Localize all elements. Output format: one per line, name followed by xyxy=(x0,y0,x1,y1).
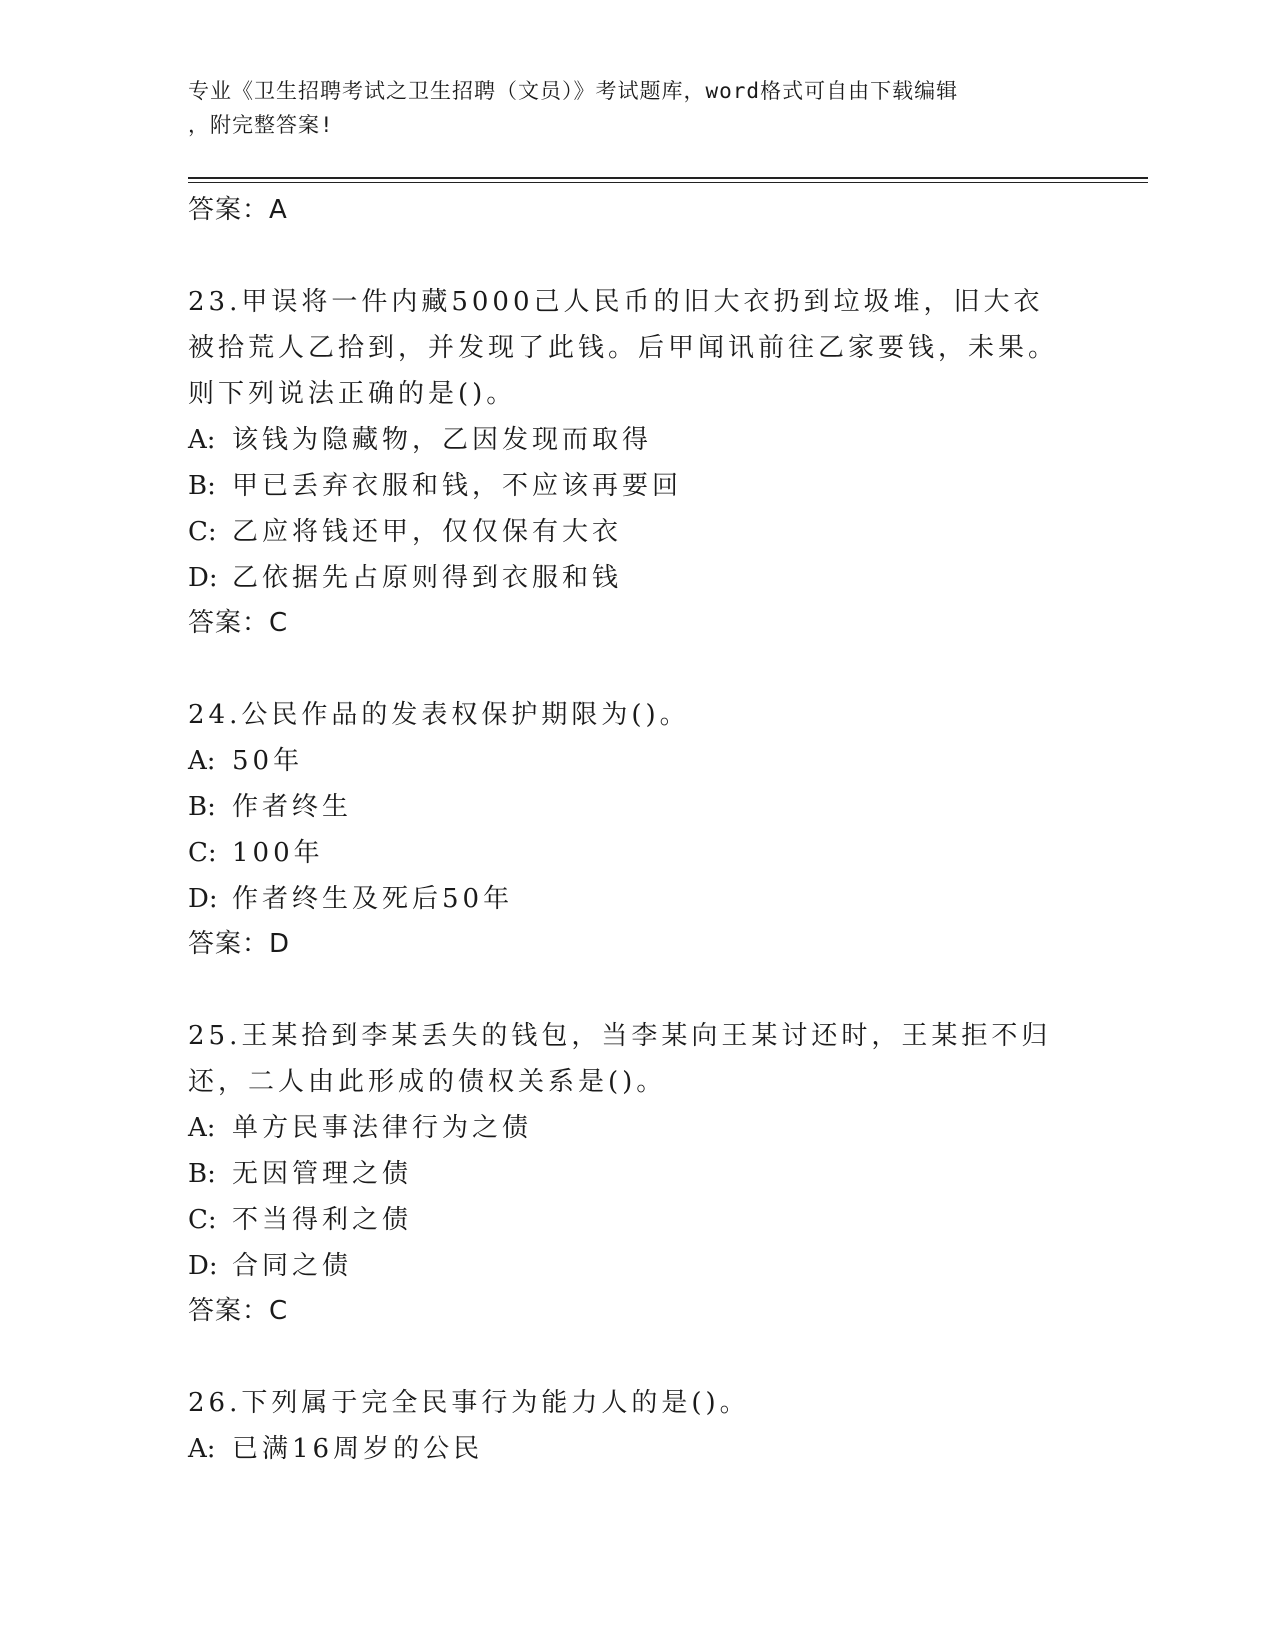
question-24 xyxy=(188,692,1148,966)
option-text: 50年 xyxy=(232,746,304,776)
question-25 xyxy=(188,1013,1148,1333)
header-divider-thin xyxy=(188,182,1148,183)
option-text: 单方民事法律行为之债 xyxy=(232,1113,533,1143)
question-stem: 23.甲误将一件内藏5000己人民币的旧大衣扔到垃圾堆，旧大衣被拾荒人乙拾到，并发现了此钱。后甲闻讯前往乙家要钱，未果。则下列说法正确的是()。 xyxy=(188,287,1059,409)
option-text: 无因管理之债 xyxy=(232,1159,413,1189)
option-text: 乙应将钱还甲，仅仅保有大衣 xyxy=(232,517,623,547)
option-key: C: xyxy=(188,838,217,868)
option-b xyxy=(188,784,1148,830)
option-a xyxy=(188,1426,1148,1472)
answer-line: 答案：C xyxy=(188,1296,289,1326)
option-text: 甲已丢弃衣服和钱，不应该再要回 xyxy=(232,471,683,501)
option-key: A: xyxy=(188,1434,216,1464)
question-stem: 24.公民作品的发表权保护期限为()。 xyxy=(188,700,690,730)
header-line-2: ，附完整答案! xyxy=(188,113,334,137)
question-23 xyxy=(188,279,1148,645)
question-26 xyxy=(188,1380,1148,1472)
option-c xyxy=(188,509,1148,555)
option-c xyxy=(188,830,1148,876)
option-key: A: xyxy=(188,425,216,455)
option-a xyxy=(188,1105,1148,1151)
option-c xyxy=(188,1197,1148,1243)
question-list xyxy=(188,188,1148,1472)
option-key: A: xyxy=(188,746,216,776)
option-text: 作者终生 xyxy=(232,792,353,822)
option-key: D: xyxy=(188,563,218,593)
option-text: 已满16周岁的公民 xyxy=(232,1434,484,1464)
question-stem: 25.王某拾到李某丢失的钱包，当李某向王某讨还时，王某拒不归还，二人由此形成的债权关系是()。 xyxy=(188,1021,1052,1097)
option-key: B: xyxy=(188,471,216,501)
option-key: A: xyxy=(188,1113,216,1143)
option-key: B: xyxy=(188,792,216,822)
option-text: 乙依据先占原则得到衣服和钱 xyxy=(232,563,623,593)
option-key: D: xyxy=(188,1251,218,1281)
option-key: C: xyxy=(188,517,217,547)
option-key: D: xyxy=(188,884,218,914)
answer-line: 答案：C xyxy=(188,608,289,638)
option-key: B: xyxy=(188,1159,216,1189)
option-text: 合同之债 xyxy=(232,1251,353,1281)
document-header xyxy=(188,74,1088,142)
option-text: 100年 xyxy=(232,838,324,868)
answer-line: 答案：A xyxy=(188,195,288,225)
header-divider-thick xyxy=(188,177,1148,179)
option-d xyxy=(188,876,1148,922)
option-text: 作者终生及死后50年 xyxy=(232,884,514,914)
option-key: C: xyxy=(188,1205,217,1235)
question-stem: 26.下列属于完全民事行为能力人的是()。 xyxy=(188,1388,750,1418)
option-d xyxy=(188,1243,1148,1289)
option-d xyxy=(188,555,1148,601)
header-line-1: 专业《卫生招聘考试之卫生招聘（文员）》考试题库，word格式可自由下载编辑 xyxy=(188,79,959,103)
option-a xyxy=(188,417,1148,463)
option-a xyxy=(188,738,1148,784)
option-b xyxy=(188,1151,1148,1197)
option-text: 不当得利之债 xyxy=(232,1205,413,1235)
answer-line: 答案：D xyxy=(188,929,291,959)
option-text: 该钱为隐藏物，乙因发现而取得 xyxy=(232,425,653,455)
option-b xyxy=(188,463,1148,509)
